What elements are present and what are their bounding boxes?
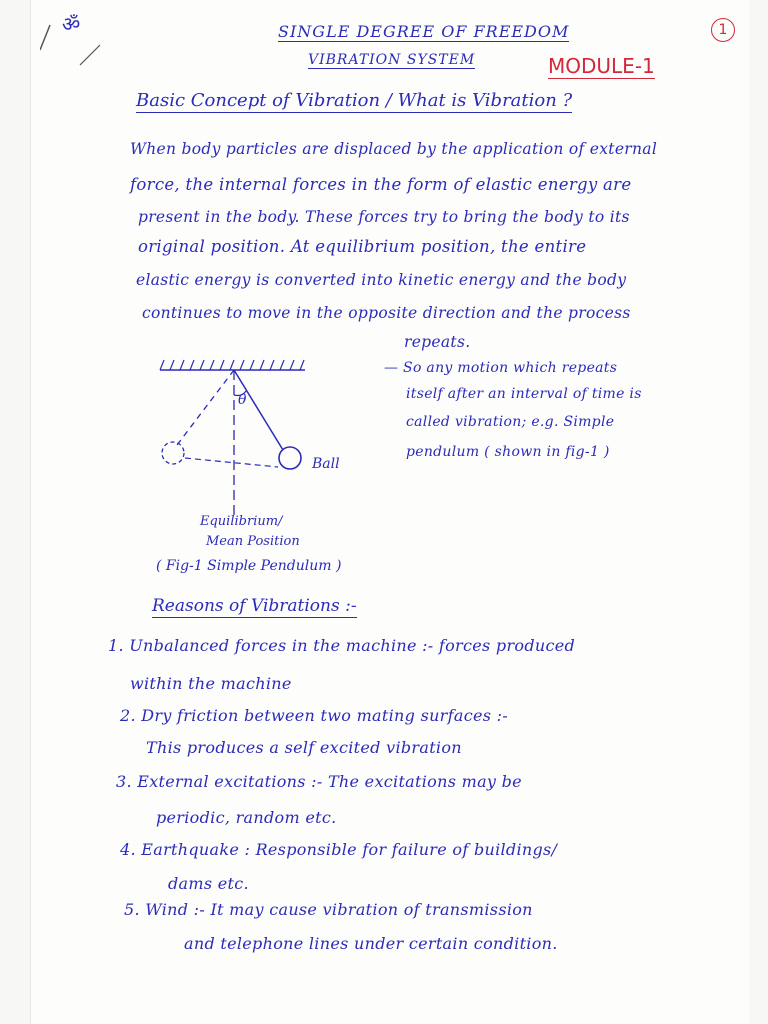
page-number: 1 [711,18,735,42]
para-line-1: When body particles are displaced by the application of external [130,140,658,158]
reason-1-cont: within the machine [130,674,292,693]
reason-3: 3. External excitations :- The excitations may be [116,772,522,791]
theta-label: θ [238,392,247,408]
reason-4-cont: dams etc. [168,874,249,893]
para-line-3: present in the body. These forces try to bring the body to its [138,208,630,226]
note-line-1: — So any motion which repeats [384,360,618,376]
mean-position-label: Mean Position [206,534,300,549]
reason-5-cont: and telephone lines under certain condition. [184,934,558,953]
title-line-1: SINGLE DEGREE OF FREEDOM [278,22,570,41]
para-line-7: repeats. [404,333,471,351]
section-heading-basic-concept: Basic Concept of Vibration / What is Vibration ? [136,90,573,111]
title-line-2: VIBRATION SYSTEM [308,52,476,68]
para-line-6: continues to move in the opposite direction and the process [142,304,631,322]
reason-2-cont: This produces a self excited vibration [146,738,462,757]
reason-1: 1. Unbalanced forces in the machine :- forces produced [108,636,576,655]
note-line-3: called vibration; e.g. Simple [406,414,615,430]
para-line-2: force, the internal forces in the form of elastic energy are [130,175,632,194]
equilibrium-label: Equilibrium/ [200,514,283,529]
om-symbol-icon: ॐ [62,12,81,36]
ball-label: Ball [312,456,340,472]
reason-4: 4. Earthquake : Responsible for failure of buildings/ [120,840,558,859]
section-heading-reasons: Reasons of Vibrations :- [152,596,357,616]
note-line-4: pendulum ( shown in fig-1 ) [406,444,610,460]
reason-3-cont: periodic, random etc. [156,808,337,827]
figure-caption: ( Fig-1 Simple Pendulum ) [156,558,342,574]
para-line-5: elastic energy is converted into kinetic energy and the body [136,271,627,289]
note-line-2: itself after an interval of time is [406,386,642,402]
reason-5: 5. Wind :- It may cause vibration of transmission [124,900,533,919]
pendulum-diagram [150,355,350,525]
module-label: MODULE-1 [548,54,655,78]
reason-2: 2. Dry friction between two mating surfaces :- [120,706,509,725]
para-line-4: original position. At equilibrium position, the entire [138,237,587,256]
